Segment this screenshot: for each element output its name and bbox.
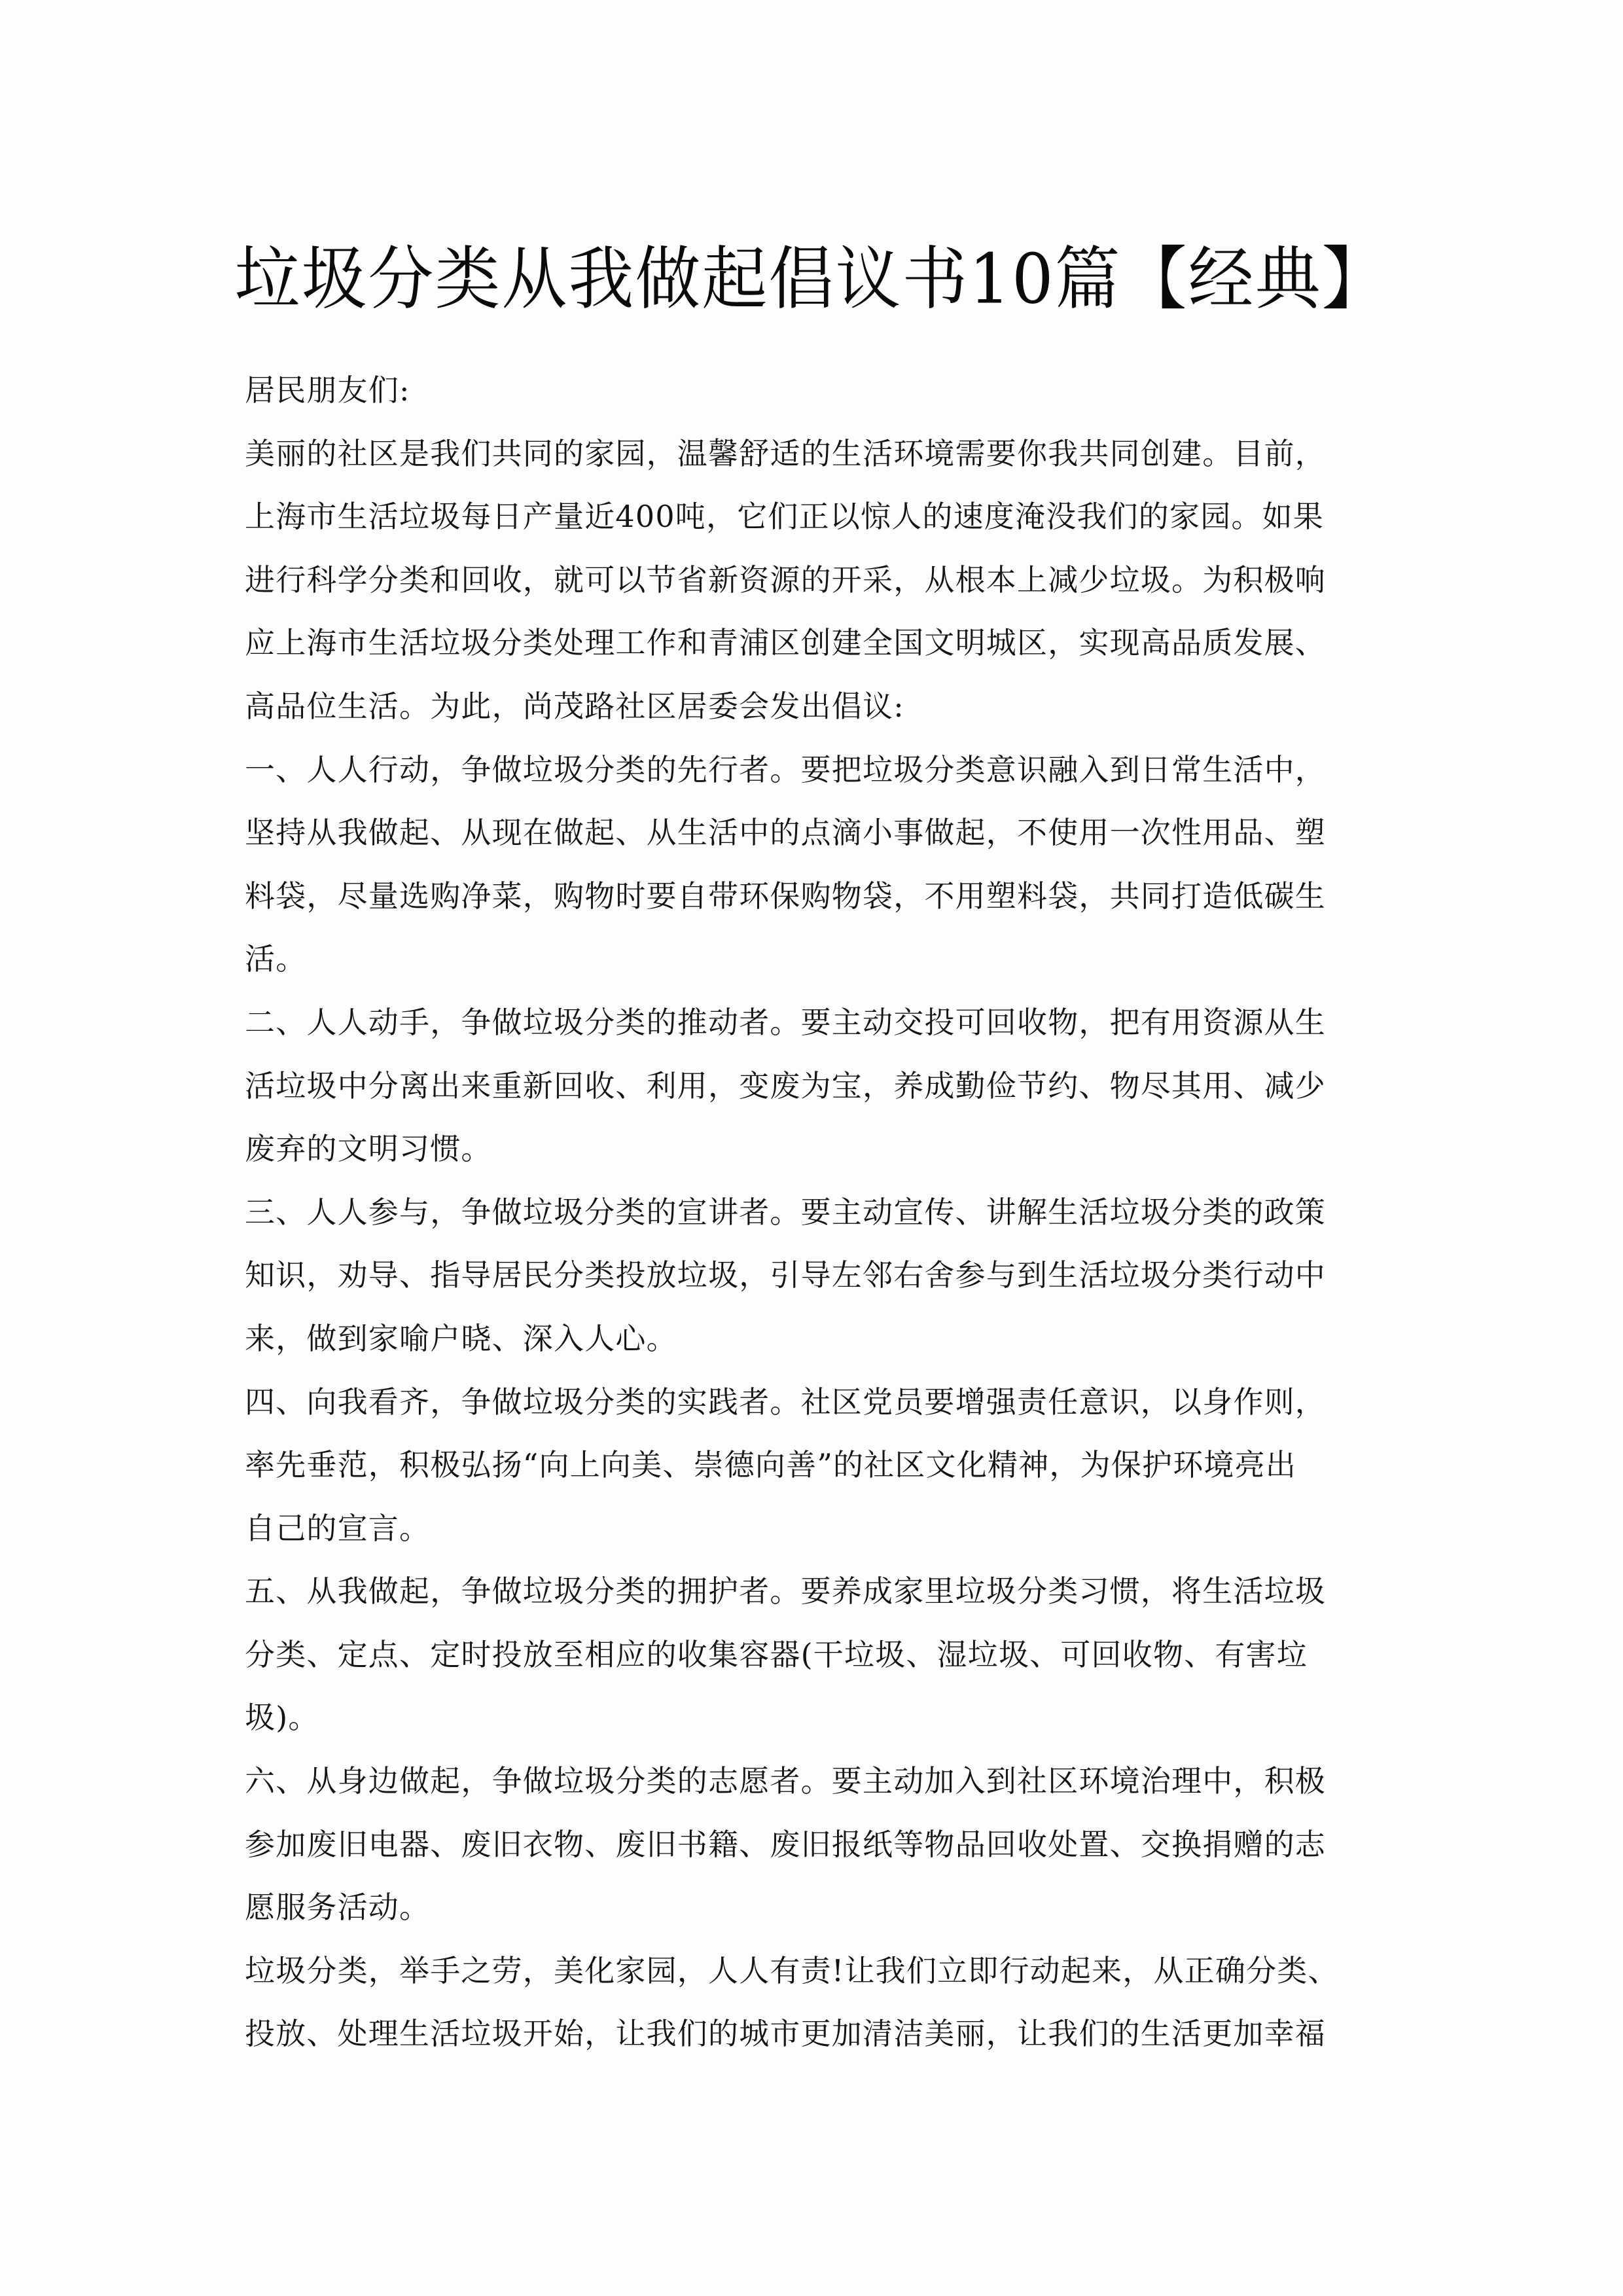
proposal-3-line: 知识，劝导、指导居民分类投放垃圾，引导左邻右舍参与到生活垃圾分类行动中	[245, 1257, 1326, 1293]
body-line: 应上海市生活垃圾分类处理工作和青浦区创建全国文明城区，实现高品质发展、	[245, 625, 1326, 661]
document-title: 垃圾分类从我做起倡议书10篇【经典】	[234, 239, 1389, 319]
proposal-6-line: 愿服务活动。	[245, 1890, 431, 1926]
proposal-5-line: 分类、定点、定时投放至相应的收集容器(干垃圾、湿垃圾、可回收物、有害垃	[245, 1636, 1308, 1672]
body-line: 高品位生活。为此，尚茂路社区居委会发出倡议:	[245, 688, 904, 724]
document-body	[245, 359, 1397, 2066]
proposal-1-line: 料袋，尽量选购净菜，购物时要自带环保购物袋，不用塑料袋，共同打造低碳生	[245, 878, 1326, 914]
proposal-2-line: 废弃的文明习惯。	[245, 1131, 492, 1167]
proposal-6-line: 六、从身边做起，争做垃圾分类的志愿者。要主动加入到社区环境治理中，积极	[245, 1763, 1326, 1799]
proposal-1-line: 坚持从我做起、从现在做起、从生活中的点滴小事做起，不使用一次性用品、塑	[245, 815, 1326, 851]
body-line: 美丽的社区是我们共同的家园，温馨舒适的生活环境需要你我共同创建。目前，	[245, 435, 1326, 471]
body-line: 进行科学分类和回收，就可以节省新资源的开采，从根本上减少垃圾。为积极响	[245, 562, 1326, 598]
salutation-line: 居民朋友们:	[245, 372, 410, 408]
proposal-6-line: 参加废旧电器、废旧衣物、废旧书籍、废旧报纸等物品回收处置、交换捐赠的志	[245, 1826, 1326, 1862]
proposal-1-line: 活。	[245, 941, 307, 977]
proposal-4-line: 自己的宣言。	[245, 1510, 431, 1546]
proposal-3-line: 来，做到家喻户晓、深入人心。	[245, 1320, 677, 1356]
proposal-5-line: 圾)。	[245, 1700, 319, 1736]
proposal-5-line: 五、从我做起，争做垃圾分类的拥护者。要养成家里垃圾分类习惯，将生活垃圾	[245, 1573, 1326, 1609]
body-line: 上海市生活垃圾每日产量近400吨，它们正以惊人的速度淹没我们的家园。如果	[245, 499, 1324, 535]
proposal-4-line: 率先垂范，积极弘扬“向上向美、崇德向善”的社区文化精神，为保护环境亮出	[245, 1447, 1297, 1483]
proposal-2-line: 二、人人动手，争做垃圾分类的推动者。要主动交投可回收物，把有用资源从生	[245, 1004, 1326, 1040]
closing-line: 垃圾分类，举手之劳，美化家园，人人有责!让我们立即行动起来，从正确分类、	[245, 1952, 1339, 1988]
proposal-4-line: 四、向我看齐，争做垃圾分类的实践者。社区党员要增强责任意识，以身作则，	[245, 1384, 1326, 1420]
proposal-1-line: 一、人人行动，争做垃圾分类的先行者。要把垃圾分类意识融入到日常生活中，	[245, 751, 1326, 787]
closing-line: 投放、处理生活垃圾开始，让我们的城市更加清洁美丽，让我们的生活更加幸福	[245, 2016, 1326, 2052]
proposal-3-line: 三、人人参与，争做垃圾分类的宣讲者。要主动宣传、讲解生活垃圾分类的政策	[245, 1194, 1326, 1230]
proposal-2-line: 活垃圾中分离出来重新回收、利用，变废为宝，养成勤俭节约、物尽其用、减少	[245, 1067, 1326, 1103]
